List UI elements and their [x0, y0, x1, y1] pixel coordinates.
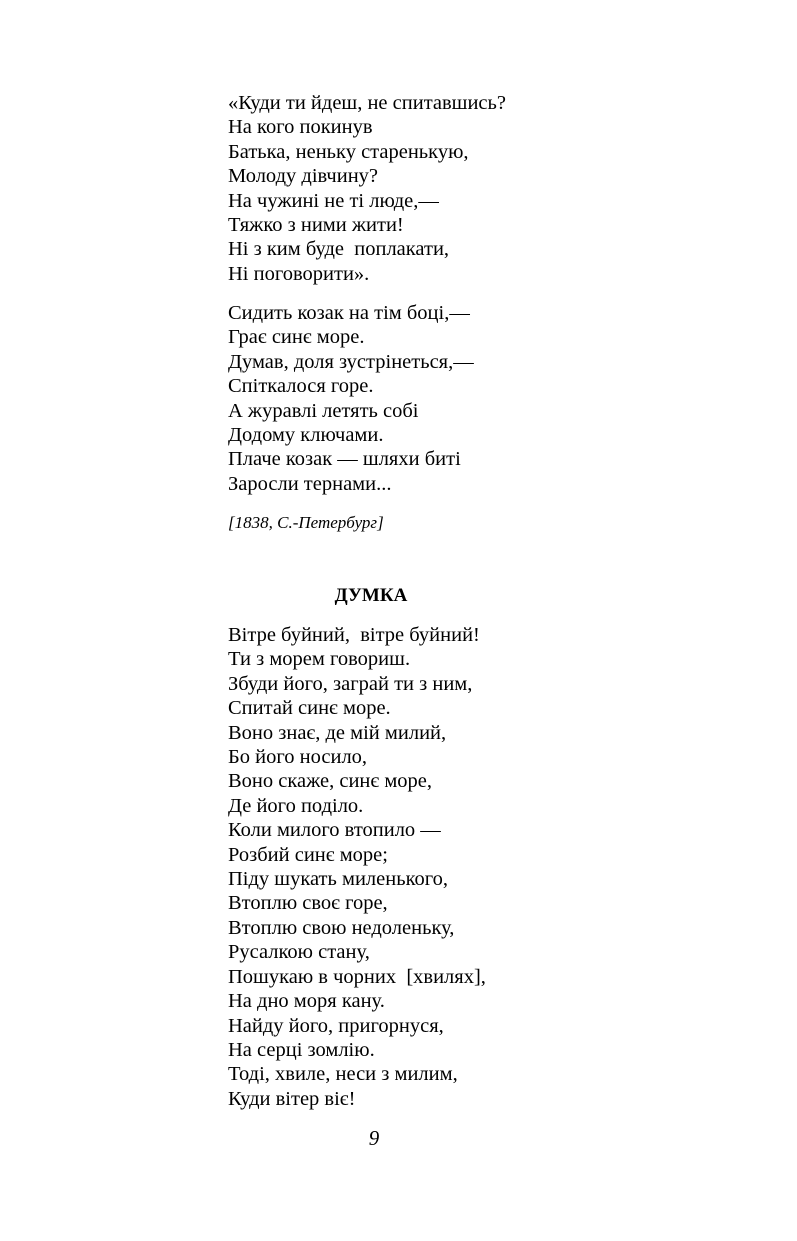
poem-stanza-2 [228, 301, 474, 496]
poem-line: Піду шукать миленького, [228, 868, 449, 891]
poem-line: Воно знає, де мій милий, [228, 721, 447, 744]
poem-line: Думав, доля зустрінеться,— [228, 350, 474, 373]
poem-line: Ти з морем говориш. [228, 648, 411, 671]
poem-stanza-1 [228, 91, 506, 286]
poem-line: На кого покинув [228, 116, 373, 139]
poem-line: Пошукаю в чорних [хвилях], [228, 965, 486, 988]
poem-line: Ні з ким буде поплакати, [228, 238, 450, 261]
poem-line: Де його поділо. [228, 794, 364, 817]
poem-line: Заросли тернами... [228, 472, 392, 495]
poem-line: «Куди ти йдеш, не спитавшись? [228, 92, 506, 114]
date-place-note: [1838, С.-Петербург] [228, 513, 384, 532]
poem-line: Молоду дівчину? [228, 165, 379, 188]
poem-line: Грає синє море. [228, 326, 365, 349]
poem-line: Бо його носило, [228, 746, 368, 769]
poem-line: Збуди його, заграй ти з ним, [228, 672, 473, 695]
poem-line: Розбий синє море; [228, 843, 388, 866]
poem-line: На серці зомлію. [228, 1038, 375, 1061]
poem-line: Спіткалося горе. [228, 375, 374, 398]
poem-line: Ні поговорити». [228, 262, 370, 285]
poem-line: Куди вітер віє! [228, 1087, 356, 1110]
poem-title: ДУМКА [334, 585, 408, 606]
poem-line: Найду його, пригорнуся, [228, 1014, 444, 1037]
poem-line: Русалкою стану, [228, 941, 370, 964]
poem-stanza-3 [228, 623, 486, 1111]
poem-line: Вітре буйний, вітре буйний! [228, 624, 480, 646]
poem-line: Батька, неньку старенькую, [228, 140, 469, 163]
poem-line: Сидить козак на тім боці,— [228, 302, 470, 324]
poem-line: Коли милого втопило — [228, 819, 441, 842]
poem-line: На дно моря кану. [228, 990, 385, 1013]
poem-line: А журавлі летять собі [228, 399, 419, 422]
poem-line: Спитай синє море. [228, 697, 391, 720]
poem-line: Втоплю свою недоленьку, [228, 916, 455, 939]
poem-line: На чужині не ті люде,— [228, 189, 439, 212]
poem-line: Плаче козак — шляхи биті [228, 448, 461, 471]
poem-line: Додому ключами. [228, 424, 384, 447]
poem-line: Тоді, хвиле, неси з милим, [228, 1063, 458, 1086]
page-number: 9 [368, 1126, 380, 1150]
poem-line: Втоплю своє горе, [228, 892, 388, 915]
poem-line: Воно скаже, синє море, [228, 770, 433, 793]
poem-line: Тяжко з ними жити! [228, 214, 404, 237]
